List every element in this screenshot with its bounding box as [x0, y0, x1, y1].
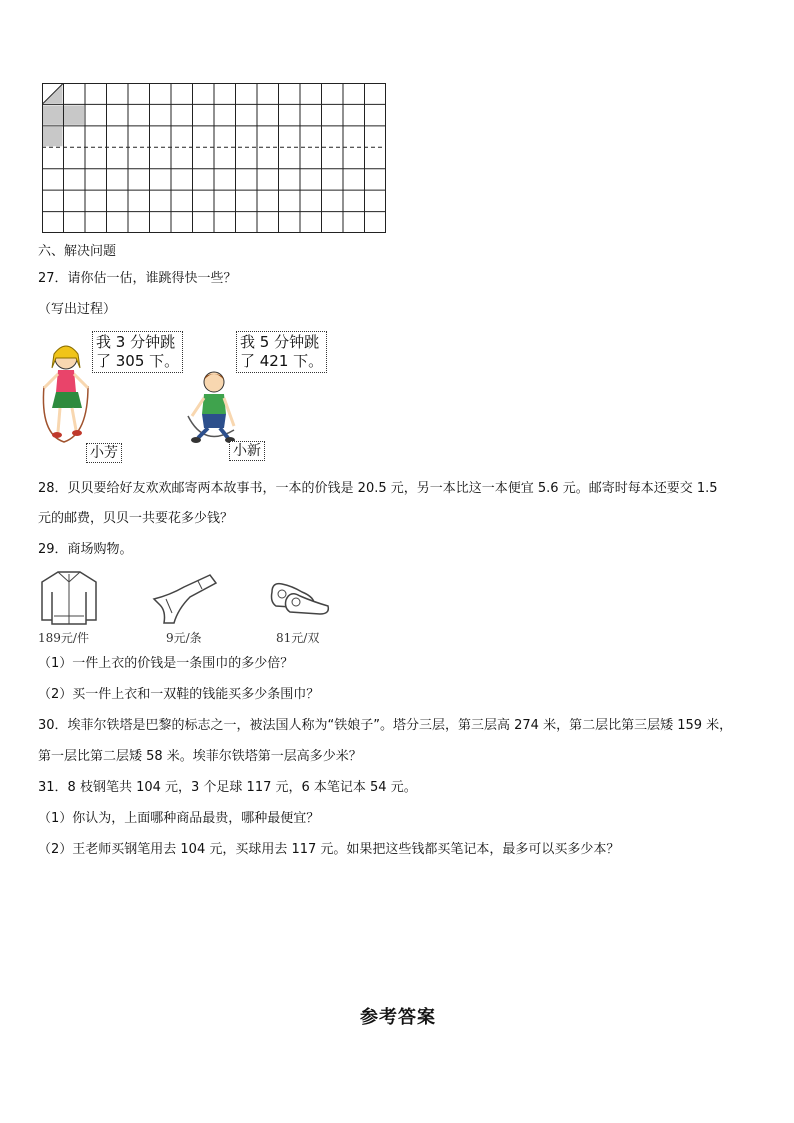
question-30-line1: 30．埃菲尔铁塔是巴黎的标志之一，被法国人称为“铁娘子”。塔分三层，第三层高 274 米，第二层比第三层矮 159 米， [38, 718, 733, 733]
question-29-sub2: （2）买一件上衣和一双鞋的钱能买多少条围巾？ [38, 687, 320, 702]
question-31: 31．8 枝钢笔共 104 元，3 个足球 117 元，6 本笔记本 54 元。 [38, 780, 417, 795]
girl-speech-bubble [92, 331, 183, 373]
question-31-sub2: （2）王老师买钢笔用去 104 元，买球用去 117 元。如果把这些钱都买笔记本，最多可以买多少本？ [38, 842, 620, 857]
question-27: 27．请你估一估，谁跳得快一些？ [38, 271, 237, 286]
shoes-price: 81元/双 [276, 631, 320, 645]
girl-bubble-line1: 我 3 分钟跳 [96, 333, 176, 351]
shaded-cell [43, 127, 63, 146]
grid-figure [42, 83, 386, 233]
girl-name-label: 小芳 [86, 443, 122, 463]
question-28-line1: 28．贝贝要给好友欢欢邮寄两本故事书，一本的价钱是 20.5 元，另一本比这一本便宜 5.6 元。邮寄时每本还要交 1.5 [38, 481, 718, 496]
jacket-icon [38, 568, 100, 626]
question-27-note: （写出过程） [38, 302, 117, 317]
section-title: 六、解决问题 [38, 244, 117, 259]
shoes-icon [268, 578, 332, 618]
question-29: 29．商场购物。 [38, 542, 133, 557]
answer-title: 参考答案 [360, 1007, 436, 1028]
scarf-icon [150, 569, 220, 629]
boy-bubble-line1: 我 5 分钟跳 [240, 333, 320, 351]
boy-bubble-line2: 了 421 下。 [240, 352, 324, 370]
scarf-price: 9元/条 [166, 631, 202, 645]
girl-bubble-line2: 了 305 下。 [96, 352, 180, 370]
question-29-sub1: （1）一件上衣的价钱是一条围巾的多少倍？ [38, 656, 294, 671]
jacket-price: 189元/件 [38, 631, 89, 645]
boy-jumping-rope-icon [184, 366, 240, 446]
question-31-sub1: （1）你认为，上面哪种商品最贵，哪种最便宜？ [38, 811, 320, 826]
boy-name-label: 小新 [229, 441, 265, 461]
question-30-line2: 第一层比第二层矮 58 米。埃菲尔铁塔第一层高多少米？ [38, 749, 362, 764]
girl-jumping-rope-icon [36, 334, 98, 446]
boy-speech-bubble [236, 331, 327, 373]
question-28-line2: 元的邮费，贝贝一共要花多少钱？ [38, 511, 234, 526]
